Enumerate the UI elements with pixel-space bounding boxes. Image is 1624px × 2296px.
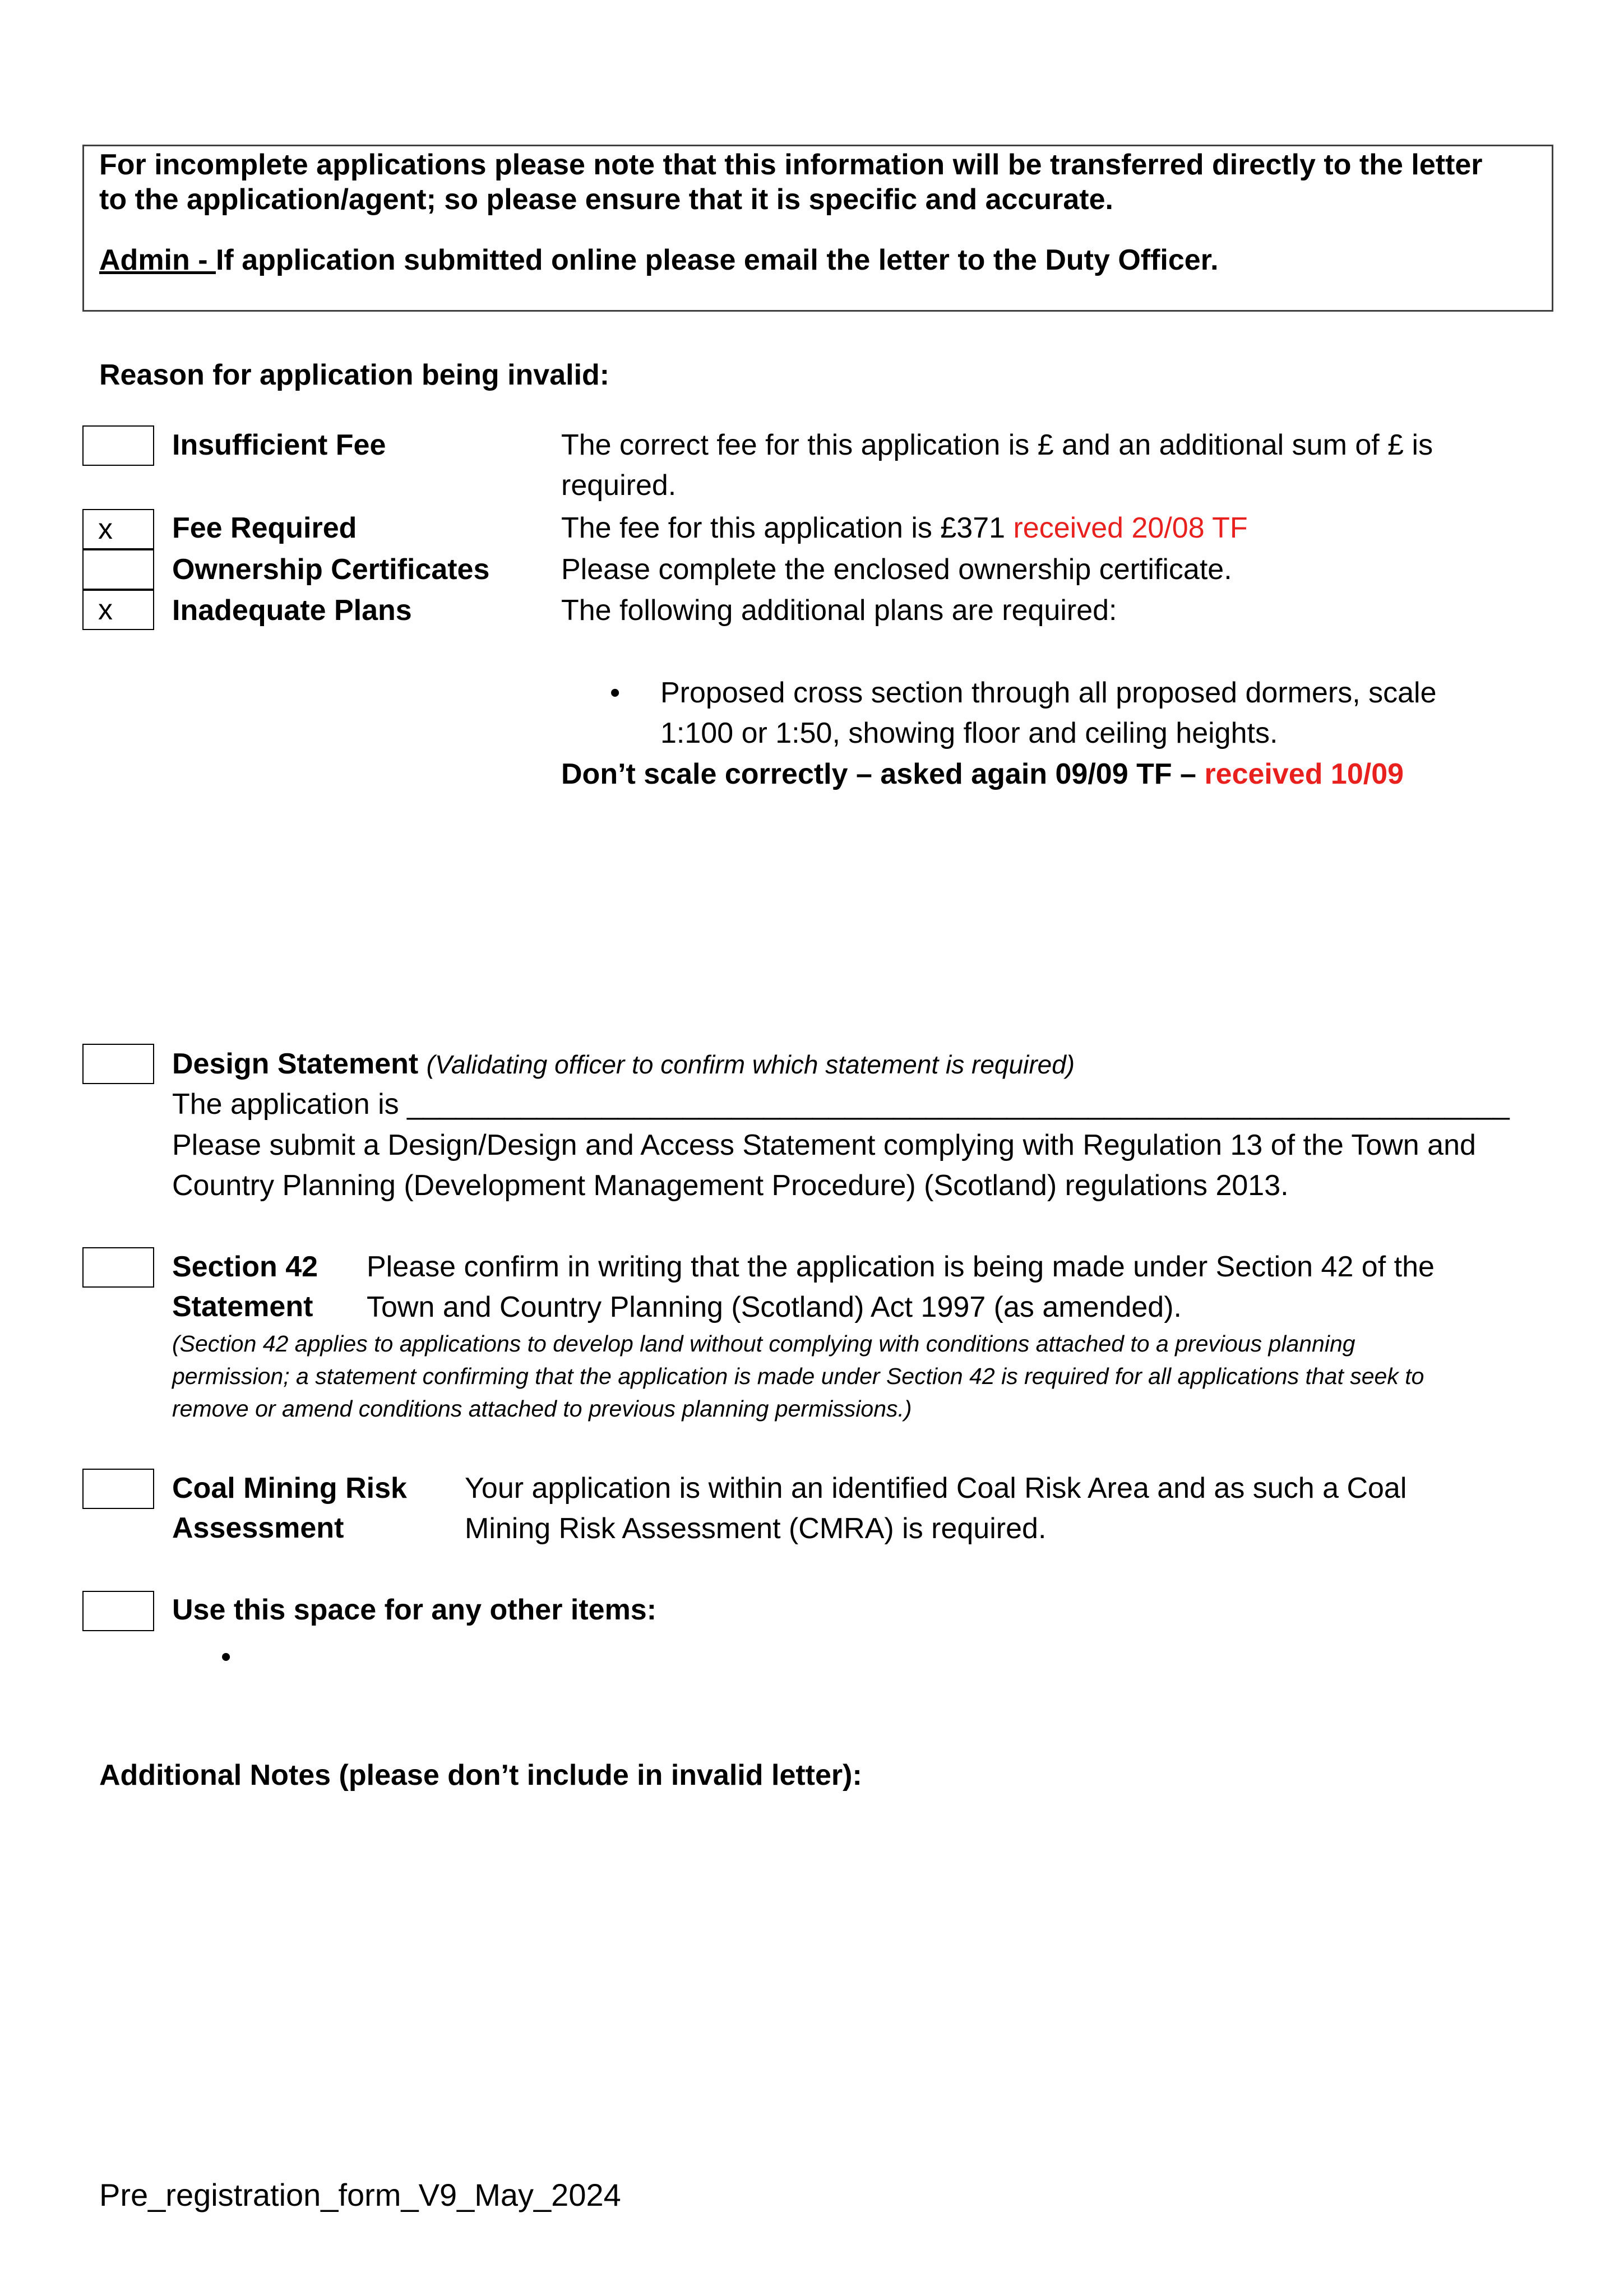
section42-note-1: (Section 42 applies to applications to develop land without complying with conditions attached to a previous planning [172,1331,1355,1357]
plans-followup-text: Don’t scale correctly – asked again 09/09 TF – [561,758,1205,790]
design-statement-line-1: The application is ____________________________________________________________________ [172,1088,1510,1121]
footer-form-id: Pre_registration_form_V9_May_2024 [99,2177,621,2212]
inadequate-plans-label: Inadequate Plans [172,594,412,627]
insufficient-fee-text-2: required. [561,469,677,502]
design-statement-checkbox[interactable] [82,1044,154,1084]
insufficient-fee-label: Insufficient Fee [172,429,386,461]
plans-bullet-line-1: Proposed cross section through all proposed dormers, scale [660,677,1437,709]
fee-required-text [561,508,1248,548]
fee-required-label: Fee Required [172,512,357,544]
section42-label-2: Statement [172,1290,313,1323]
design-statement-heading [172,1044,1075,1085]
insufficient-fee-text-1: The correct fee for this application is £ and an additional sum of £ is [561,429,1433,461]
coal-label-1: Coal Mining Risk [172,1472,407,1505]
coal-text-2: Mining Risk Assessment (CMRA) is required. [465,1512,1047,1545]
other-items-label: Use this space for any other items: [172,1594,657,1626]
insufficient-fee-checkbox[interactable] [82,425,154,466]
section42-checkbox[interactable] [82,1247,154,1288]
additional-notes-heading: Additional Notes (please don’t include in invalid letter): [99,1759,862,1792]
coal-text-1: Your application is within an identified Coal Risk Area and as such a Coal [465,1472,1407,1505]
reason-heading: Reason for application being invalid: [99,359,610,391]
design-statement-line-3: Country Planning (Development Management Procedure) (Scotland) regulations 2013. [172,1169,1289,1202]
design-statement-line-2: Please submit a Design/Design and Access Statement complying with Regulation 13 of the Town and [172,1129,1476,1161]
bullet-icon: • [610,677,621,709]
ownership-text: Please complete the enclosed ownership certificate. [561,553,1232,586]
section42-text-2: Town and Country Planning (Scotland) Act 1997 (as amended). [367,1291,1182,1323]
section42-note-2: permission; a statement confirming that the application is made under Section 42 is required for all applications that seek to [172,1363,1424,1389]
plans-followup-note: received 10/09 [1204,758,1404,790]
fee-required-checkbox[interactable]: x [82,509,154,549]
inadequate-plans-text: The following additional plans are required: [561,594,1117,627]
ownership-label: Ownership Certificates [172,553,490,586]
fee-required-note: received 20/08 TF [1013,512,1248,544]
fee-required-main: The fee for this application is £371 [561,512,1014,544]
inadequate-plans-checkbox[interactable]: x [82,590,154,630]
section42-text-1: Please confirm in writing that the application is being made under Section 42 of the [367,1251,1435,1283]
design-statement-label: Design Statement [172,1048,419,1080]
notice-admin [99,240,1219,280]
coal-checkbox[interactable] [82,1469,154,1509]
admin-label: Admin - [99,244,216,276]
other-items-checkbox[interactable] [82,1591,154,1631]
other-items-bullet-icon: • [221,1641,232,1673]
coal-label-2: Assessment [172,1512,344,1544]
notice-line-1: For incomplete applications please note that this information will be transferred directly to the letter [99,149,1483,181]
section42-note-3: remove or amend conditions attached to previous planning permissions.) [172,1396,912,1422]
section42-label-1: Section 42 [172,1251,318,1283]
ownership-checkbox[interactable] [82,549,154,590]
design-statement-note: (Validating officer to confirm which statement is required) [426,1050,1075,1079]
notice-line-2: to the application/agent; so please ensure that it is specific and accurate. [99,183,1113,216]
plans-followup [561,754,1404,794]
admin-text: If application submitted online please email the letter to the Duty Officer. [215,244,1219,276]
plans-bullet-line-2: 1:100 or 1:50, showing floor and ceiling heights. [660,717,1278,749]
